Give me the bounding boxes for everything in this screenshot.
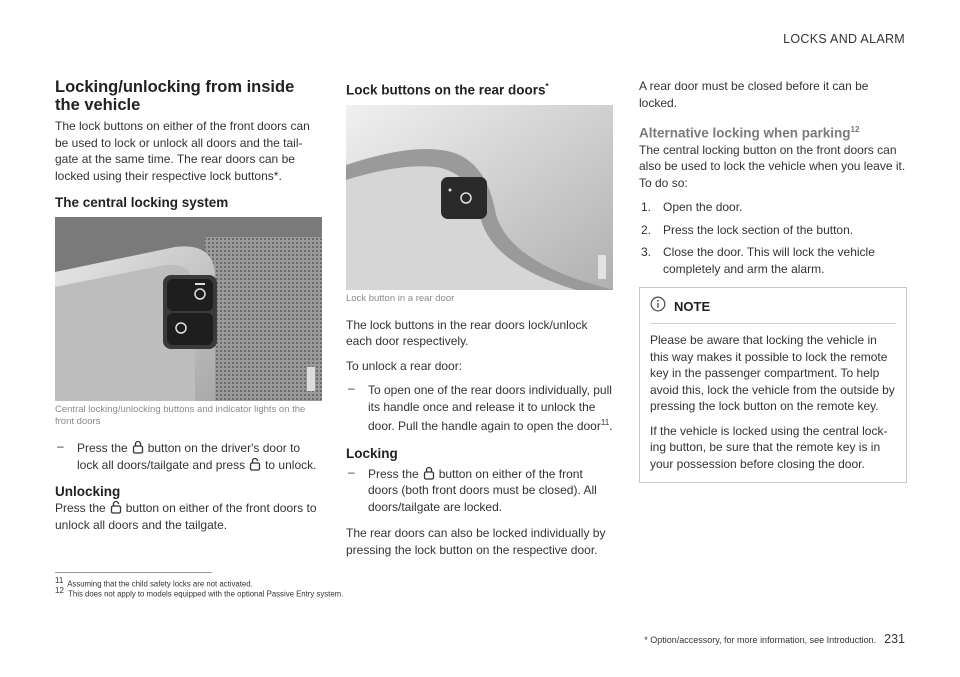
list-item: 1. Open the door.: [641, 200, 743, 214]
list-item: 2. Press the lock section of the button.: [641, 222, 854, 237]
section-header: LOCKS AND ALARM: [783, 32, 905, 46]
note-paragraph: If the vehicle is locked using the central lock-ing button, be sure that the remote key is in your possession before closing the door.: [650, 423, 888, 471]
page-footer: [644, 632, 905, 646]
alt-locking-heading: Alternative locking when parking$^{12}$: [639, 125, 860, 141]
lock-icon: [423, 466, 435, 480]
list-item: – Press the button on either of the front doors (both front doors must be closed). All doors/tailgate are locked.: [346, 466, 614, 516]
paragraph: The rear doors can also be locked individually by pressing the lock button on the respective door.: [346, 526, 606, 557]
unlocking-heading: Unlocking: [55, 484, 121, 499]
paragraph: The lock buttons in the rear doors lock/unlock each door respectively.: [346, 317, 588, 348]
paragraph: The central locking button on the front doors can also be used to lock the vehicle when you leave it. To do so:: [639, 142, 906, 190]
list-item: 3. Close the door. This will lock the vehicle completely and arm the alarm.: [641, 245, 875, 276]
page-title: Locking/unlocking from inside the vehicle: [55, 78, 295, 114]
rear-doors-heading: Lock buttons on the rear doors*: [346, 82, 549, 98]
intro-paragraph: The lock buttons on either of the front doors can be used to lock or unlock all doors and the tail-gate at the same time. The rear doors can be locked using their respective lock buttons*.: [55, 119, 310, 183]
list-item: – To open one of the rear doors individually, pull its handle once and release it to unlock the door. Pull the handle again to open the door$^{11}$.: [346, 382, 614, 435]
paragraph: A rear door must be closed before it can be locked.: [639, 79, 869, 110]
figure1-caption: Central locking/unlocking buttons and indicator lights on the front doors: [55, 404, 306, 427]
note-paragraph: Please be aware that locking the vehicle in this way makes it possible to lock the remote key in the passenger compartment. To help avoid this, lock the vehicle from the outside by pressing the lock button on the remote key.: [650, 333, 895, 413]
column-2: [346, 78, 614, 558]
lock-icon: [132, 440, 144, 454]
note-box: [639, 287, 907, 483]
unlocking-paragraph: Press the button on either of the front doors to unlock all doors and the tailgate.: [55, 501, 317, 532]
figure-central-locking: [55, 217, 322, 401]
unlock-icon: [110, 500, 122, 514]
paragraph: To unlock a rear door:: [346, 358, 463, 373]
unlock-icon: [249, 457, 261, 471]
info-icon: [650, 296, 666, 317]
page-number: 231: [884, 632, 905, 646]
list-item: – Press the button on the driver's door to lock all doors/tailgate and press to unlock.: [55, 440, 322, 473]
locking-heading: Locking: [346, 445, 398, 461]
steps-list: [639, 199, 907, 277]
note-title: NOTE: [674, 299, 711, 314]
footnote: $^{11}$ Assuming that the child safety locks are not activated.: [55, 576, 253, 589]
column-3: [639, 78, 907, 483]
footnote-divider: [55, 572, 212, 573]
figure-rear-lock: [346, 105, 613, 290]
footnote: $^{12}$ This does not apply to models equipped with the optional Passive Entry system.: [55, 586, 344, 599]
column-1: [55, 78, 322, 533]
footer-note: * Option/accessory, for more information, see Introduction.: [644, 635, 877, 645]
figure2-caption: Lock button in a rear door: [346, 292, 455, 304]
central-locking-heading: The central locking system: [55, 195, 229, 210]
